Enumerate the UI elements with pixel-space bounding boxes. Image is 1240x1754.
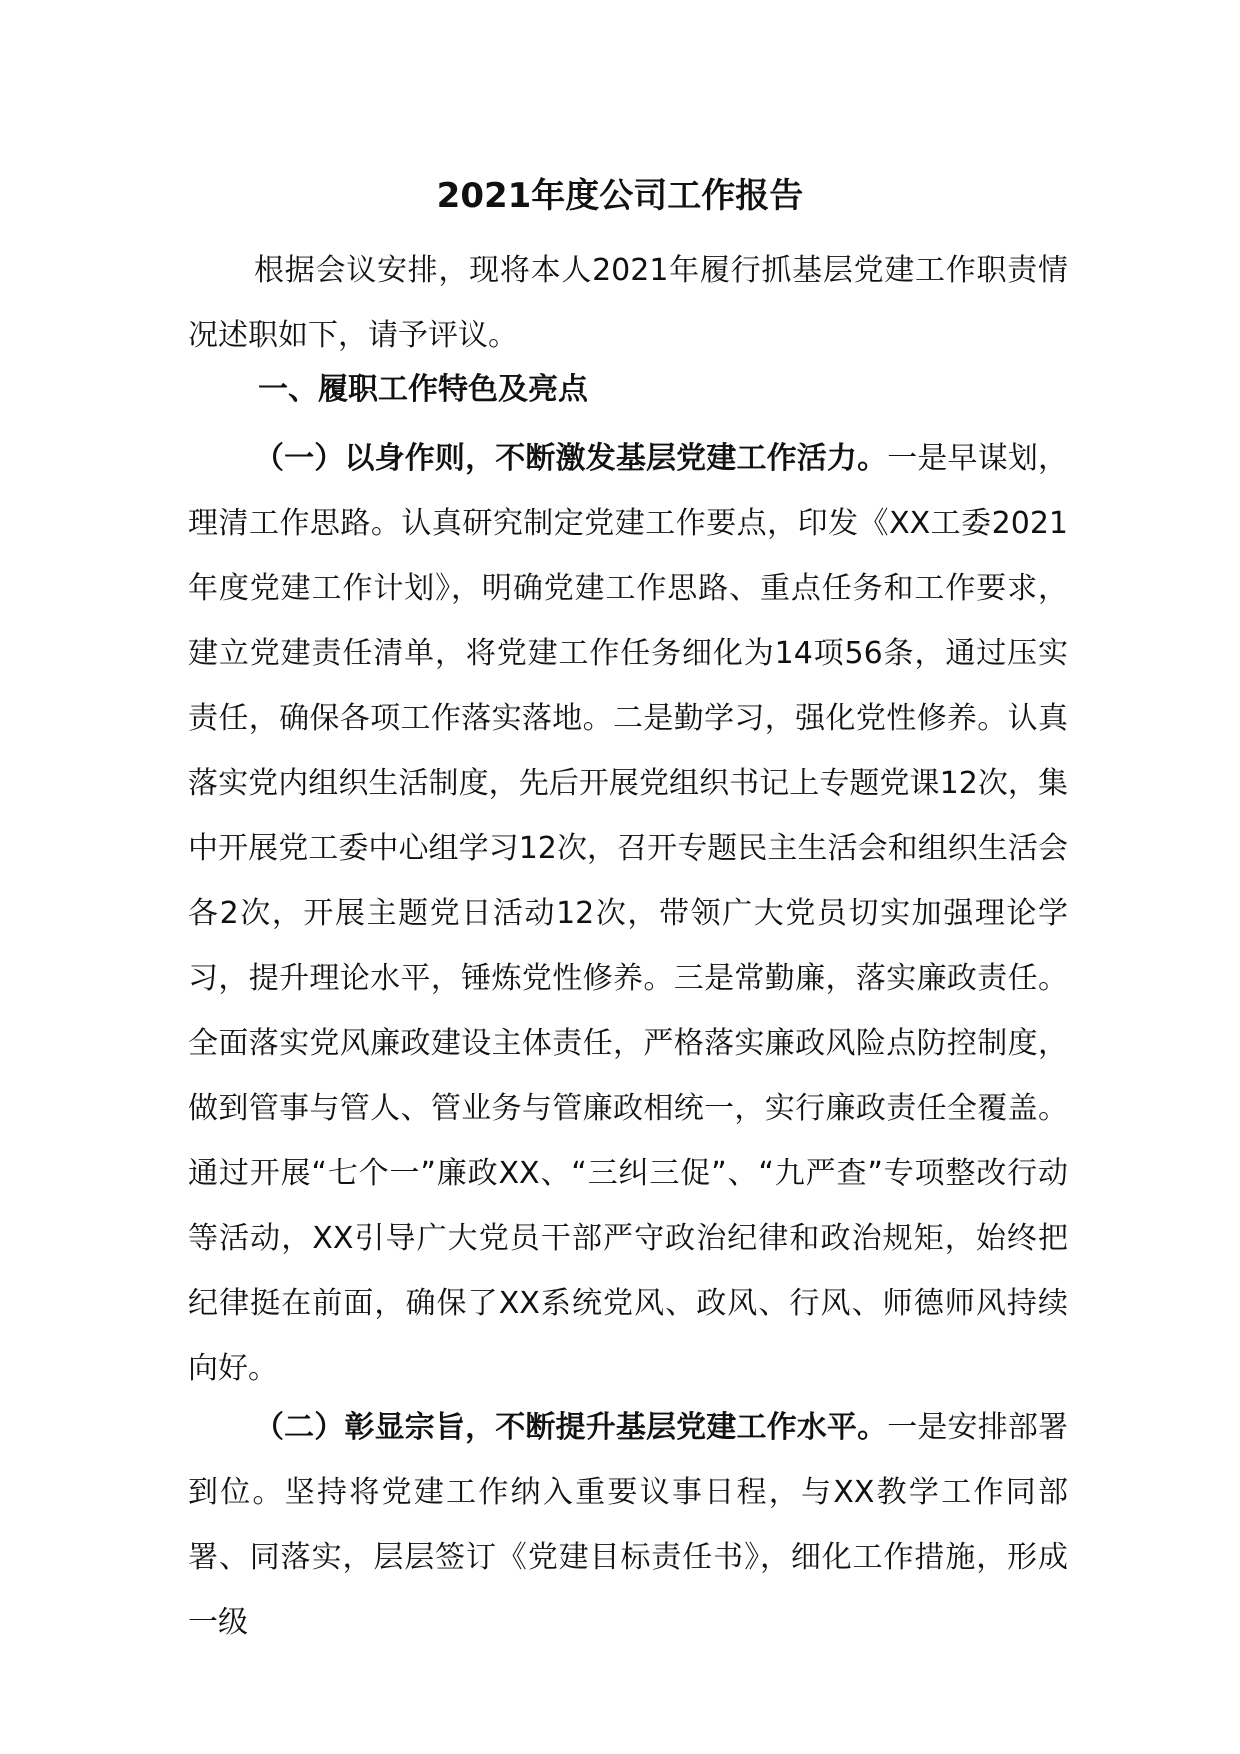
document-title: 2021年度公司工作报告	[436, 176, 804, 216]
paragraph-item-2	[188, 1395, 1068, 1655]
item-2-heading: （二）彰显宗旨，不断提升基层党建工作水平。	[254, 1410, 888, 1445]
item-1-heading: （一）以身作则，不断激发基层党建工作活力。	[254, 441, 888, 476]
paragraph-item-1	[188, 426, 1068, 1401]
section-heading: 一、履职工作特色及亮点	[258, 372, 588, 407]
item-1-body: 一是早谋划，理清工作思路。认真研究制定党建工作要点，印发《XX工委2021年度党建工作计划》，明确党建工作思路、重点任务和工作要求，建立党建责任清单，将党建工作任务细化为14项56条，通过压实责任，确保各项工作落实落地。二是勤学习，强化党性修养。认真落实党内组织生活制度，先后开展党组织书记上专题党课12次，集中开展党工委中心组学习12次，召开专题民主生活会和组织生活会各2次，开展主题党日活动12次，带领广大党员切实加强理论学习，提升理论水平，锤炼党性修养。三是常勤廉，落实廉政责任。全面落实党风廉政建设主体责任，严格落实廉政风险点防控制度，做到管事与管人、管业务与管廉政相统一，实行廉政责任全覆盖。通过开展“七个一”廉政XX、“三纠三促”、“九严查”专项整改行动等活动，XX引导广大党员干部严守政治纪律和政治规矩，始终把纪律挺在前面，确保了XX系统党风、政风、行风、师德师风持续向好。	[188, 441, 1069, 1386]
item-2-body: 一是安排部署到位。坚持将党建工作纳入重要议事日程，与XX教学工作同部署、同落实，层层签订《党建目标责任书》，细化工作措施，形成一级	[188, 1410, 1069, 1640]
intro-paragraph: 根据会议安排，现将本人2021年履行抓基层党建工作职责情况述职如下，请予评议。	[188, 253, 1068, 353]
